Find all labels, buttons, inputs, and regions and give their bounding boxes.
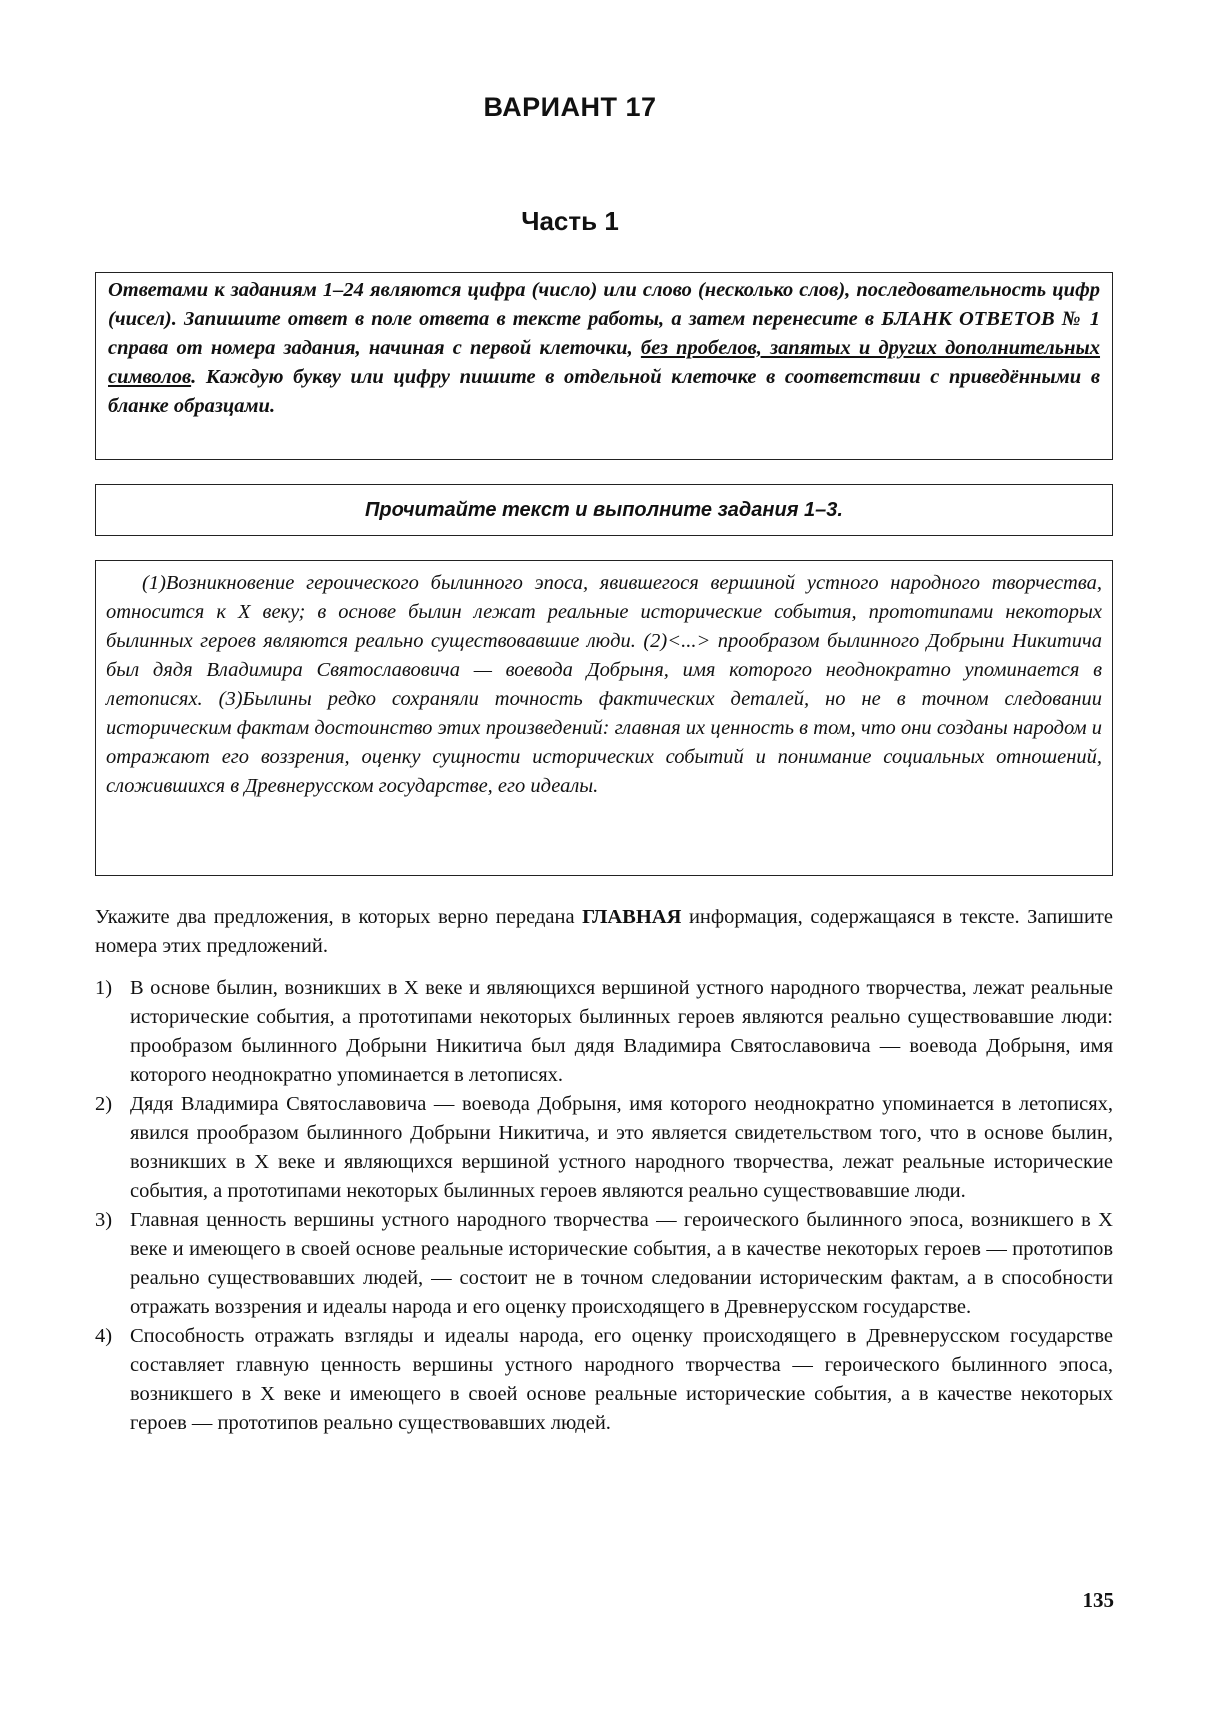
question-text xyxy=(95,903,1113,961)
answer-option-1 xyxy=(95,974,1113,1090)
option-number: 4) xyxy=(95,1325,113,1347)
answer-options-list xyxy=(95,974,1113,1438)
option-text: Дядя Владимира Святославовича — воевода Добрыня, имя которого неоднократно упоминается в летописях, явился прообразом былинного Добрыни Никитича, и это является свидетельством того, что в основе былин, возникших в X веке и являющихся вершиной устного народного творчества, лежат реальные исторические события, а прототипами некоторых былинных героев являются реально существовавшие люди. xyxy=(130,1093,1113,1202)
question-text-start: Укажите два предложения, в которых верно передана xyxy=(95,906,583,928)
instructions-underlined-text: без пробелов, запятых и других дополнительных символов xyxy=(108,337,1101,388)
instructions-box xyxy=(95,272,1113,460)
option-number: 3) xyxy=(95,1209,113,1231)
task-header-text: Прочитайте текст и выполните задания 1–3. xyxy=(365,498,843,521)
instructions-text-start: Ответами к заданиям 1–24 являются цифра (число) или слово (несколько слов), последовательность цифр (чисел). Запишите ответ в поле ответа в тексте работы, а затем перенесите в БЛАНК ОТВЕТОВ № 1 справа от номера задания, начиная с первой клеточки, xyxy=(108,279,1100,359)
option-number: 2) xyxy=(95,1093,113,1115)
instructions-text-end: . Каждую букву или цифру пишите в отдельной клеточке в соответствии с приведёнными в бланке образцами. xyxy=(108,366,1100,417)
passage-text: (1)Возникновение героического былинного эпоса, явившегося вершиной устного народного творчества, относится к X веку; в основе былин лежат реальные исторические события, прототипами некоторых былинных героев являются реально существовавшие люди. (2)<...> прообразом былинного Добрыни Никитича был дядя Владимира Святославовича — воевода Добрыня, имя которого неоднократно упоминается в летописях. (3)Былины редко сохраняли точность фактических деталей, но не в точном следовании историческим фактам достоинство этих произведений: главная их ценность в том, что они созданы народом и отражают его воззрения, оценку сущности исторических событий и понимание социальных отношений, сложившихся в Древнерусском государстве, его идеалы. xyxy=(106,572,1102,797)
option-text: Главная ценность вершины устного народного творчества — героического былинного эпоса, возникшего в X веке и имеющего в своей основе реальные исторические события, а в качестве некоторых героев — прототипов реально существовавших людей, — состоит не в точном следовании историческим фактам, а в способности отражать воззрения и идеалы народа и его оценку происходящего в Древнерусском государстве. xyxy=(130,1209,1113,1318)
answer-option-3 xyxy=(95,1206,1113,1322)
variant-title: ВАРИАНТ 17 xyxy=(483,92,657,122)
passage-box xyxy=(95,560,1113,876)
answer-option-2 xyxy=(95,1090,1113,1206)
task-header-box xyxy=(95,484,1113,536)
option-number: 1) xyxy=(95,977,113,999)
option-text: Способность отражать взгляды и идеалы народа, его оценку происходящего в Древнерусском государстве составляет главную ценность вершины устного народного творчества — героического былинного эпоса, возникшего в X веке и имеющего в своей основе реальные исторические события, а в качестве некоторых героев — прототипов реально существовавших людей. xyxy=(130,1325,1113,1434)
answer-option-4 xyxy=(95,1322,1113,1438)
question-text-end: информация, содержащаяся в тексте. Запишите номера этих предложений. xyxy=(95,906,1113,957)
part-title: Часть 1 xyxy=(521,206,619,236)
option-text: В основе былин, возникших в X веке и являющихся вершиной устного народного творчества, лежат реальные исторические события, а прототипами некоторых былинных героев являются реально существовавшие люди: прообразом былинного Добрыни Никитича был дядя Владимира Святославовича — воевода Добрыня, имя которого неоднократно упоминается в летописях. xyxy=(130,977,1113,1086)
page-number: 135 xyxy=(1082,1588,1114,1612)
question-bold-word: ГЛАВНАЯ xyxy=(582,906,682,928)
